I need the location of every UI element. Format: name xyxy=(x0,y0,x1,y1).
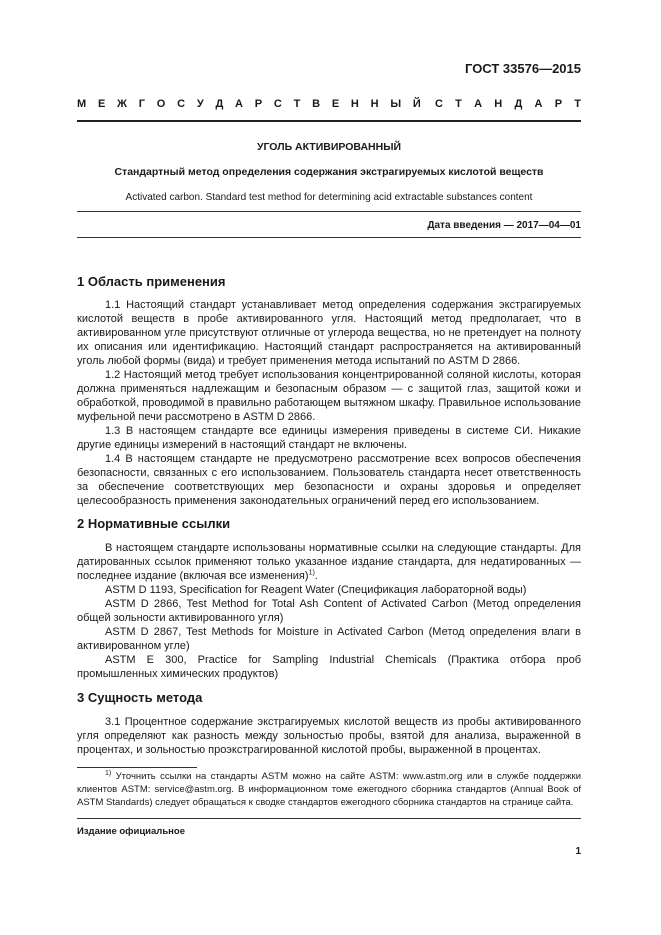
interstate-standard-banner xyxy=(77,98,581,110)
section-heading-3: 3 Сущность метода xyxy=(77,690,203,705)
paragraph-3-1: 3.1 Процентное содержание экстрагируемых кислотой веществ из пробы активированного угля определяют как разность между зольностью пробы, взятой для анализа, выраженной в процентах, и зольностью проэкстрагированной кислотой пробы, выраженной в процентах. xyxy=(77,716,581,756)
footnote-ref: 1) xyxy=(308,569,315,577)
section-heading-2: 2 Нормативные ссылки xyxy=(77,516,231,531)
footnote-separator xyxy=(77,767,197,768)
footnote: $^{1)}$ Уточнить ссылки на стандарты ASTM можно на сайте ASTM: www.astm.org или в службе поддержки клиентов ASTM: service@astm.org. В информационном томе ежегодного сборника стандартов (Annual Book of ASTM Standards) следует обращаться к сводке стандартов ежегодного сборника стандартов на странице сайта. xyxy=(77,769,582,808)
section-2-body xyxy=(77,541,581,681)
header-rule xyxy=(77,120,581,122)
paragraph-1-1: 1.1 Настоящий стандарт устанавливает метод определения содержания экстрагируемых кислотой веществ в пробе активированного угля. Настоящий метод предполагает, что в активированном угле присутствуют отличные от углерода вещества, но не претендует на полноту их описания или идентификацию. Настоящий стандарт распространяется на активированный уголь любой формы (вида) и требует применения метода испытаний по ASTM D 2866. xyxy=(77,299,581,367)
introduction-date: Дата введения — 2017—04—01 xyxy=(427,220,581,231)
gost-number: ГОСТ 33576—2015 xyxy=(465,61,581,76)
footnote-mark: 1) xyxy=(105,769,112,777)
date-rule xyxy=(77,237,581,238)
bottom-rule xyxy=(77,818,581,819)
reference-item: ASTM D 1193, Specification for Reagent Water (Спецификация лабораторной воды) xyxy=(105,584,527,596)
interstate-right-word: С Т А Н Д А Р Т xyxy=(435,98,581,110)
paragraph-1-3: 1.3 В настоящем стандарте все единицы измерения приведены в системе СИ. Никакие другие единицы измерений в настоящий стандарт не включены. xyxy=(77,425,581,451)
references-intro: В настоящем стандарте использованы нормативные ссылки на следующие стандарты. Для датированных ссылок применяют только указанное издание стандарта, для недатированных — последнее издание (включая все изменения)$^{1)}$. xyxy=(77,542,581,582)
official-edition-label: Издание официальное xyxy=(77,826,185,837)
document-subtitle: Стандартный метод определения содержания экстрагируемых кислотой веществ xyxy=(114,166,544,178)
section-1-body xyxy=(77,298,581,508)
section-heading-1: 1 Область применения xyxy=(77,274,226,289)
reference-item: ASTM D 2866, Test Method for Total Ash Content of Activated Carbon (Метод определения общей зольности активированного угля) xyxy=(77,598,581,624)
paragraph-1-4: 1.4 В настоящем стандарте не предусмотрено рассмотрение всех вопросов обеспечения безопасности, связанных с его использованием. Пользователь стандарта несет ответственность за обеспечение соответствующих мер безопасности и охраны здоровья и определяет целесообразность применения законодательных ограничений перед его использованием. xyxy=(77,453,581,507)
document-title-english: Activated carbon. Standard test method for determining acid extractable substances content xyxy=(125,192,533,203)
section-3-body xyxy=(77,715,581,757)
paragraph-1-2: 1.2 Настоящий метод требует использования концентрированной соляной кислоты, которая должна применяться надлежащим и безопасным образом — с защитой глаз, защитой кожи и обработкой, проводимой в правильно работающем вытяжном шкафу. Правильное использование муфельной печи рассмотрено в ASTM D 2866. xyxy=(77,369,581,423)
reference-item: ASTM D 2867, Test Methods for Moisture in Activated Carbon (Метод определения влаги в активированном угле) xyxy=(77,626,581,652)
title-rule xyxy=(77,211,581,212)
reference-item: ASTM E 300, Practice for Sampling Industrial Chemicals (Практика отбора проб промышленных химических продуктов) xyxy=(77,654,581,680)
interstate-left-word: М Е Ж Г О С У Д А Р С Т В Е Н Н Ы Й xyxy=(77,98,421,110)
document-title: УГОЛЬ АКТИВИРОВАННЫЙ xyxy=(256,141,402,153)
page-number: 1 xyxy=(575,846,581,857)
